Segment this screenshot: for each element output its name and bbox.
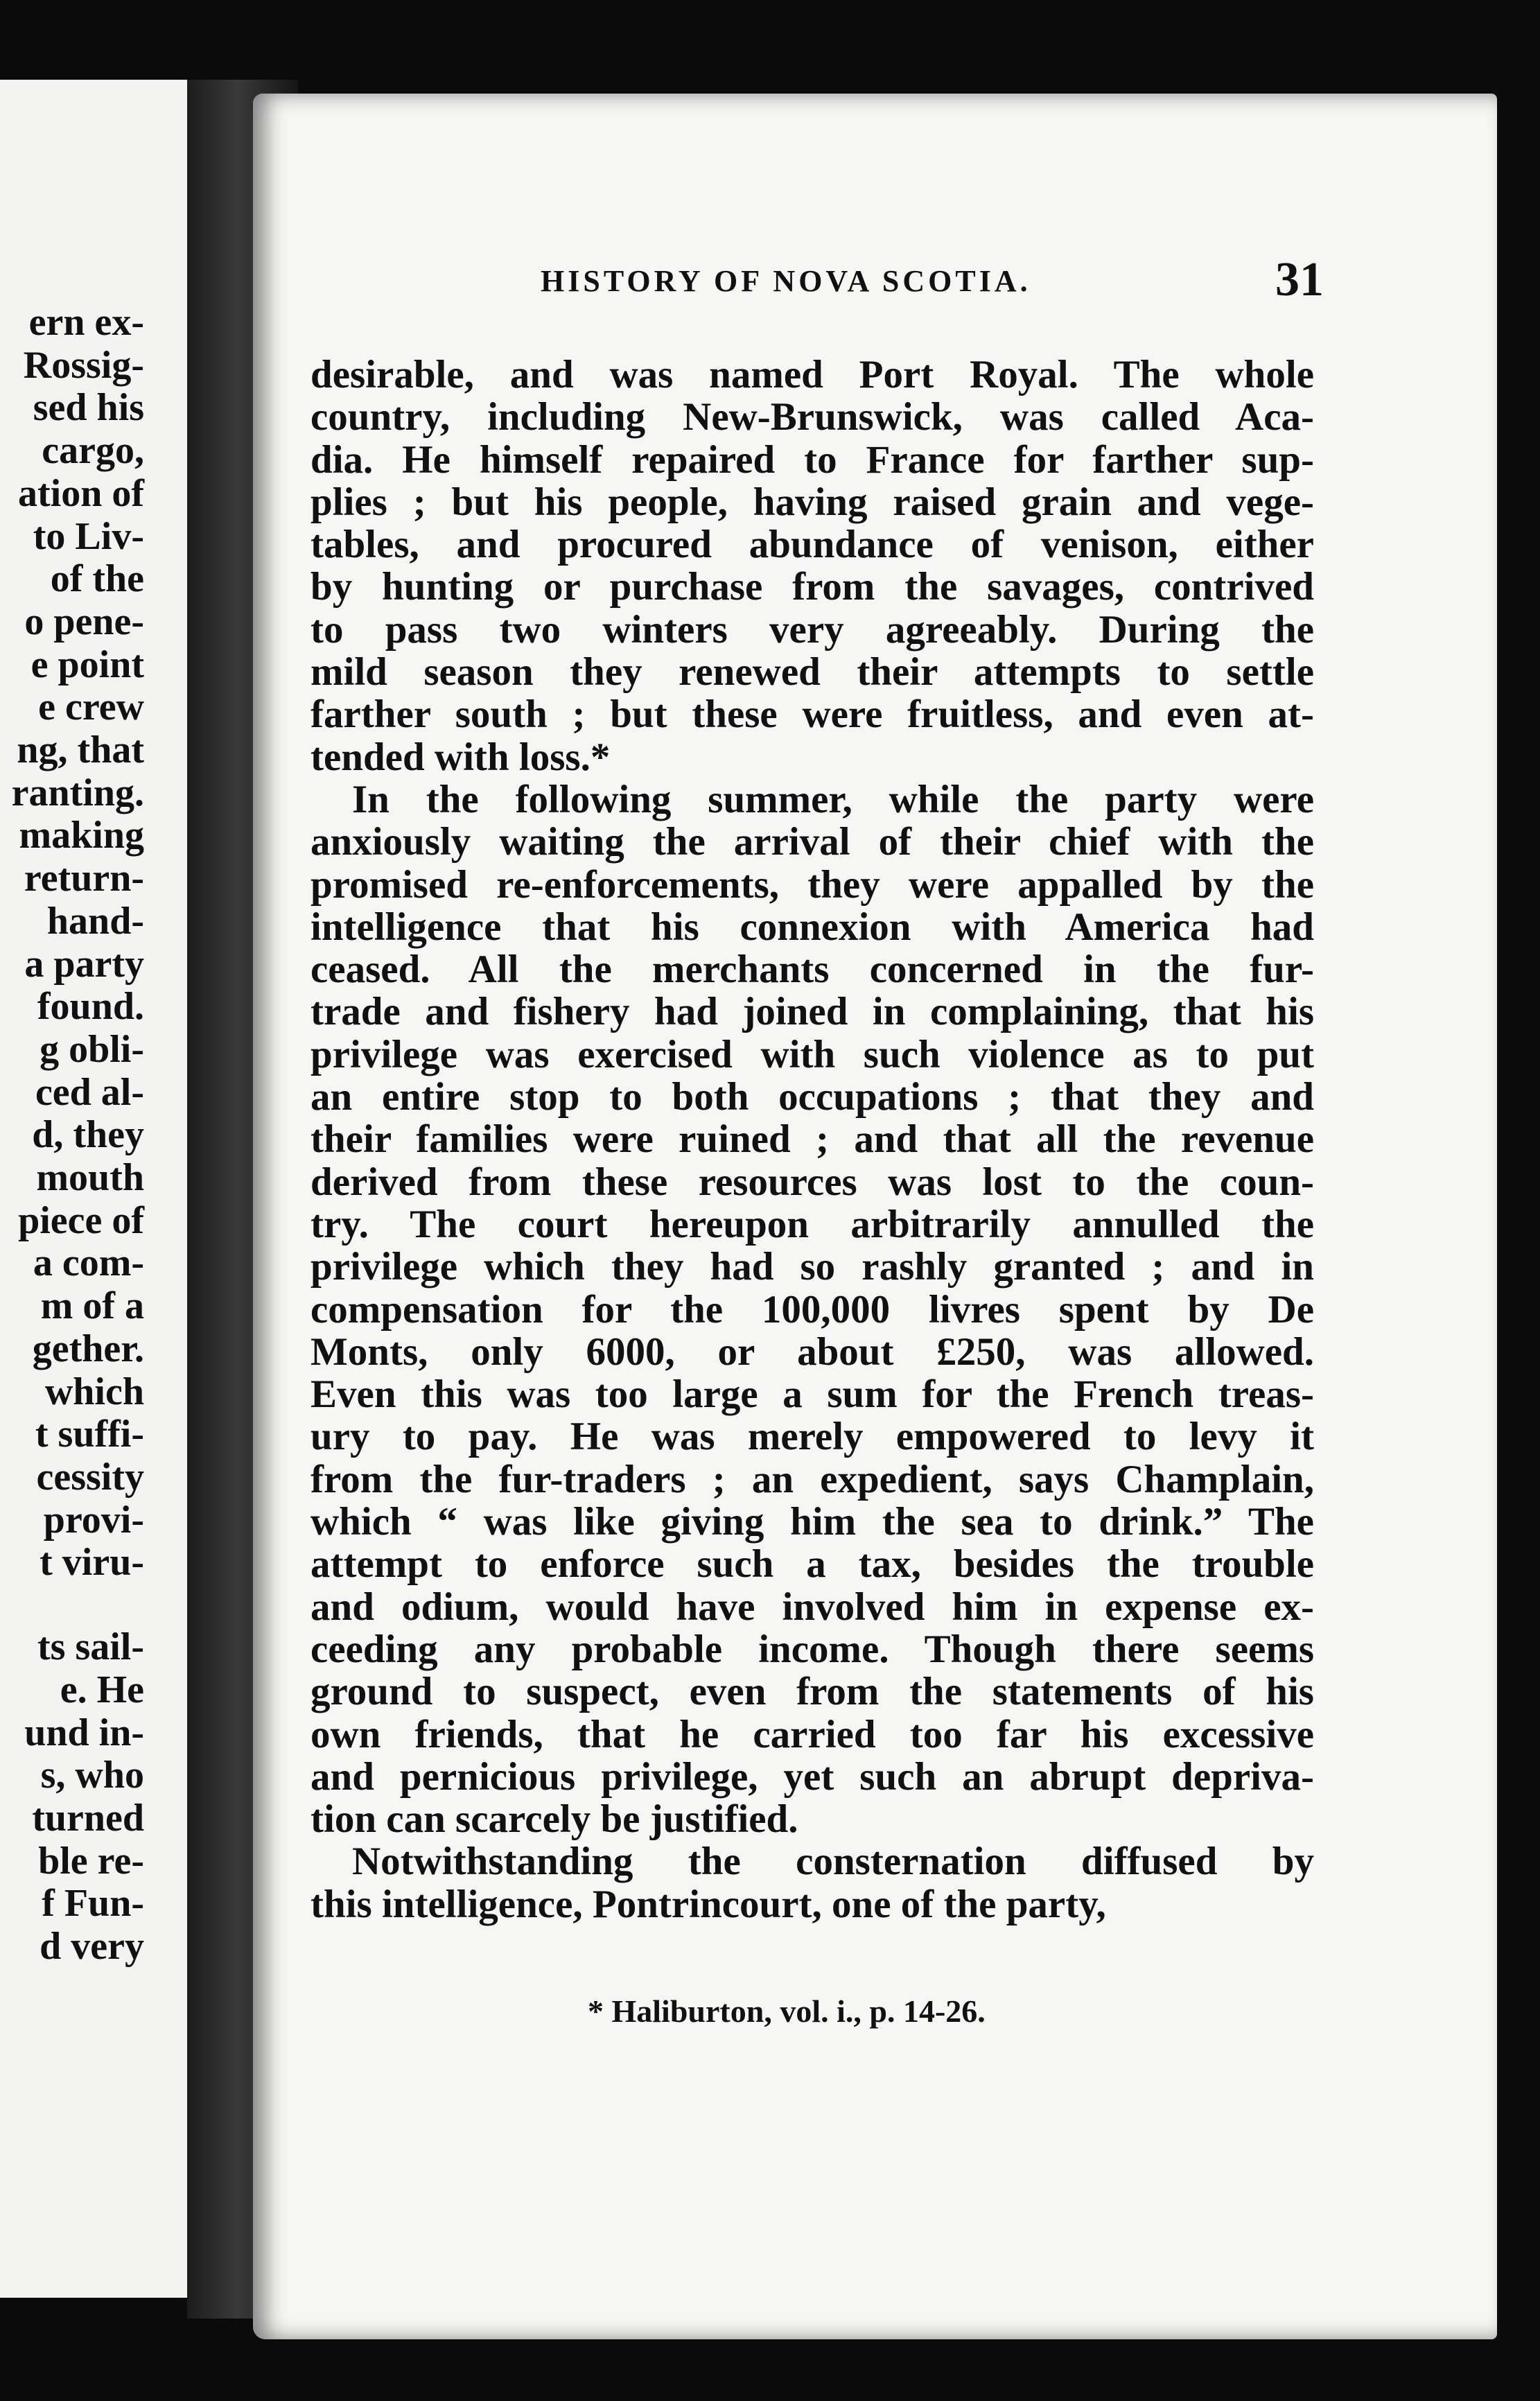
text-line: this intelligence, Pontrincourt, one of the party, (310, 1882, 1106, 1926)
left-page-line: e point (30, 643, 144, 686)
left-page-line: e. He (60, 1668, 144, 1711)
text-line: attempt to enforce such a tax, besides the trouble (310, 1542, 1314, 1587)
text-line: ceased. All the merchants concerned in the fur- (310, 948, 1314, 992)
left-page-line: making (19, 814, 144, 857)
text-line: tion can scarcely be justified. (310, 1797, 798, 1842)
paragraph (310, 778, 1314, 1840)
left-page-line: ble re- (38, 1839, 144, 1883)
left-page-line: provi- (43, 1498, 144, 1542)
text-line: In the following summer, while the party were (352, 777, 1314, 821)
left-page-line: to Liv- (33, 514, 144, 558)
text-line: ceeding any probable income. Though there seems (310, 1627, 1314, 1671)
left-page-line: f Fun- (42, 1882, 144, 1926)
page-number: 31 (1275, 253, 1324, 306)
left-page-line: d very (40, 1925, 144, 1968)
text-line: compensation for the 100,000 livres spent by De (310, 1287, 1314, 1332)
text-line: own friends, that he carried too far his excessive (310, 1712, 1314, 1756)
text-line: and odium, would have involved him in expense ex- (310, 1584, 1314, 1629)
left-page-line: g obli- (40, 1027, 144, 1071)
text-line: mild season they renewed their attempts to settle (310, 650, 1314, 695)
text-line: which “ was like giving him the sea to drink.” The (310, 1500, 1314, 1544)
text-line: country, including New-Brunswick, was called Aca- (310, 395, 1314, 439)
left-page-line: a com- (33, 1241, 144, 1285)
left-page-line: d, they (32, 1113, 144, 1157)
text-line: tended with loss.* (310, 735, 611, 779)
left-page-line: hand- (46, 899, 144, 943)
left-page-line: return- (24, 857, 144, 900)
left-page-line: which (44, 1370, 144, 1413)
text-line: plies ; but his people, having raised grain and vege- (310, 480, 1314, 524)
running-title: HISTORY OF NOVA SCOTIA. (541, 264, 1031, 298)
paragraph (310, 1840, 1314, 1926)
paragraph (310, 353, 1314, 778)
left-page-line: t viru- (40, 1541, 144, 1584)
text-line: ground to suspect, even from the statements of his (310, 1670, 1314, 1714)
text-line: an entire stop to both occupations ; that they and (310, 1075, 1314, 1119)
text-line: derived from these resources was lost to the coun- (310, 1160, 1314, 1204)
left-page-line: und in- (24, 1711, 144, 1754)
left-page-line: ng, that (17, 728, 144, 772)
left-page-line: sed his (33, 386, 144, 430)
left-page-line: piece of (18, 1198, 144, 1242)
text-line: from the fur-traders ; an expedient, says Champlain, (310, 1457, 1314, 1501)
text-line: Even this was too large a sum for the French treas- (310, 1372, 1314, 1417)
text-line: and pernicious privilege, yet such an abrupt depriva- (310, 1754, 1314, 1799)
left-page-text (0, 302, 144, 1968)
left-page-line: gether. (32, 1327, 144, 1370)
text-line: by hunting or purchase from the savages, contrived (310, 565, 1314, 609)
footnote: * Haliburton, vol. i., p. 14-26. (588, 1993, 986, 2029)
left-page-line: ced al- (35, 1070, 144, 1114)
text-line: Monts, only 6000, or about £250, was allowed. (310, 1329, 1314, 1374)
text-line: intelligence that his connexion with America had (310, 905, 1314, 949)
left-page-line: ranting. (11, 771, 144, 814)
left-page-line: a party (24, 942, 144, 986)
text-line: try. The court hereupon arbitrarily annulled the (310, 1202, 1314, 1246)
text-line: tables, and procured abundance of venison, either (310, 523, 1314, 567)
text-line: ury to pay. He was merely empowered to levy it (310, 1415, 1314, 1459)
text-line: privilege which they had so rashly granted ; and in (310, 1245, 1314, 1289)
left-page-line: m of a (40, 1284, 144, 1328)
left-page-line: ation of (18, 471, 144, 515)
text-line: farther south ; but these were fruitless, and even at- (310, 692, 1314, 737)
left-page-line: cargo, (42, 429, 144, 473)
text-line: desirable, and was named Port Royal. The whole (310, 353, 1314, 396)
body-text (310, 353, 1314, 1926)
text-line: their families were ruined ; and that all the revenue (310, 1117, 1314, 1162)
left-page-line: cessity (36, 1455, 144, 1499)
text-line: Notwithstanding the consternation diffused by (352, 1840, 1314, 1884)
left-page-line (0, 1584, 144, 1626)
text-line: to pass two winters very agreeably. During the (310, 607, 1314, 652)
left-page-line: o pene- (24, 600, 144, 643)
text-line: dia. He himself repaired to France for farther sup- (310, 437, 1314, 482)
left-page-line: found. (37, 985, 144, 1029)
left-page-line: e crew (38, 686, 144, 729)
left-page-line: s, who (40, 1754, 144, 1797)
text-line: promised re-enforcements, they were appalled by the (310, 862, 1314, 907)
text-line: privilege was exercised with such violence as to put (310, 1032, 1314, 1076)
text-line: anxiously waiting the arrival of their chief with the (310, 820, 1314, 864)
left-page-line: ern ex- (28, 301, 144, 344)
left-page-line: ts sail- (37, 1625, 144, 1669)
left-page-line: Rossig- (23, 343, 144, 387)
left-page-line: mouth (36, 1156, 144, 1200)
text-line: trade and fishery had joined in complaining, that his (310, 990, 1314, 1034)
left-page-line: t suffi- (35, 1413, 144, 1456)
left-page-line: of the (50, 557, 144, 601)
left-page-line: turned (32, 1796, 144, 1840)
